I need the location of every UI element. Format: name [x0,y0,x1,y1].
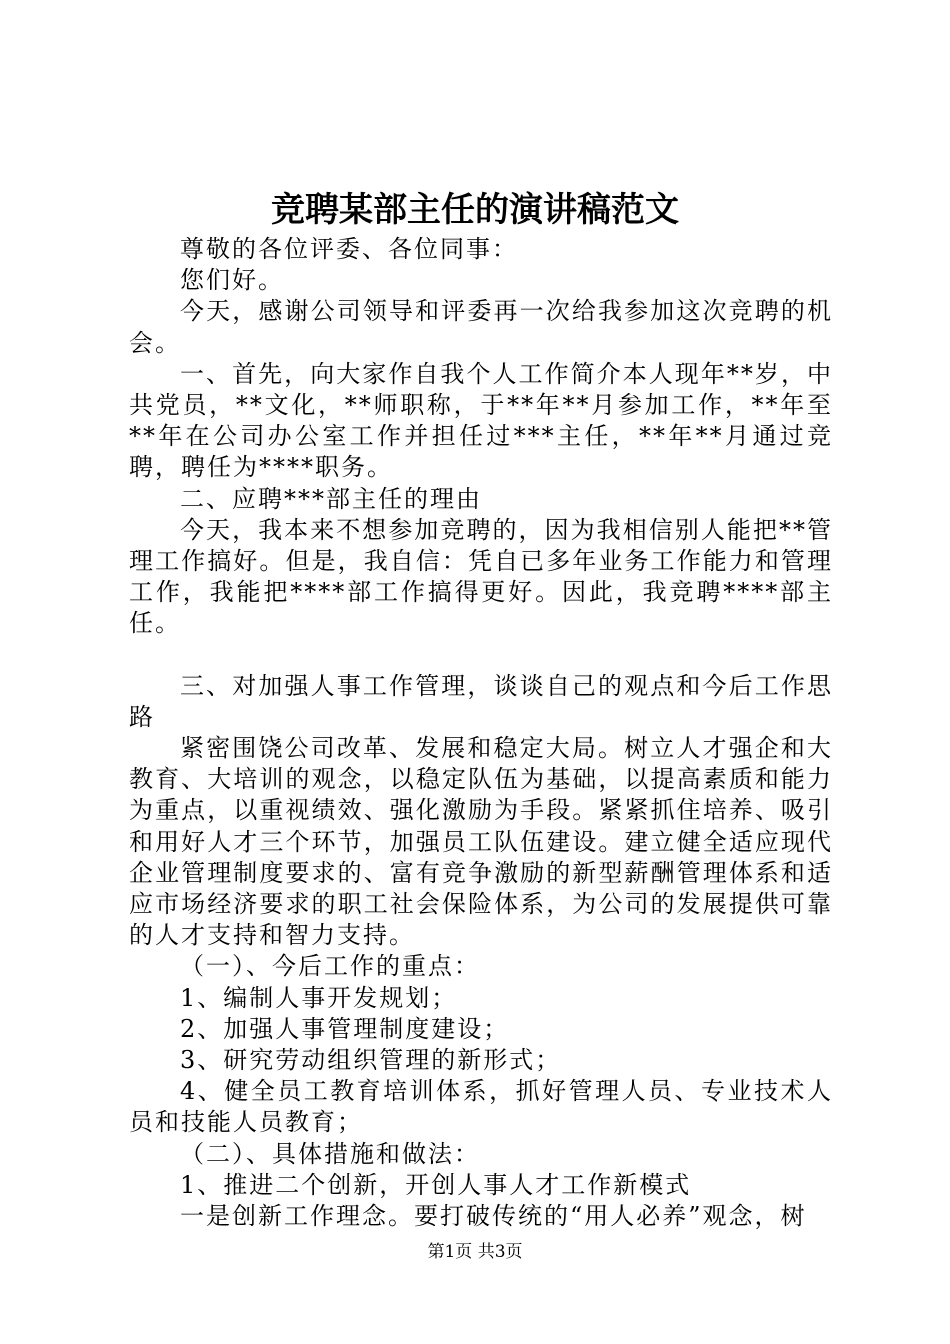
list-item-2: 2、加强人事管理制度建设； [180,1014,510,1043]
paragraph-views: 紧密围饶公司改革、发展和稳定大局。树立人才强企和大教育、大培训的观念，以稳定队伍为基础，以提高素质和能力为重点，以重视绩效、强化激励为手段。紧紧抓住培养、吸引和用好人才三个环节，加强员工队伍建设。建立健全适应现代企业管理制度要求的、富有竞争激励的新型薪酬管理体系和适应市场经济要求的职工社会保险体系，为公司的发展提供可靠的人才支持和智力支持。 [129,734,833,950]
paragraph-reason: 今天，我本来不想参加竞聘的，因为我相信别人能把**管理工作搞好。但是，我自信：凭自已多年业务工作能力和管理工作，我能把****部工作搞得更好。因此，我竞聘****部主任。 [129,515,833,638]
paragraph-salutation: 尊敬的各位评委、各位同事： [180,235,518,263]
paragraph-reason-heading: 二、应聘***部主任的理由 [180,484,482,513]
list-item-4: 4、健全员工教育培训体系，抓好管理人员、专业技术人员和技能人员教育； [129,1077,833,1137]
paragraph-thanks: 今天，感谢公司领导和评委再一次给我参加这次竞聘的机会。 [129,297,833,357]
paragraph-innovation: 一是创新工作理念。要打破传统的“用人必养”观念，树 [180,1202,807,1231]
measure-item-1: 1、推进二个创新，开创人事人才工作新模式 [180,1170,692,1199]
page-footer: 第1页 共3页 [427,1242,523,1262]
paragraph-greeting: 您们好。 [180,266,284,295]
document-body [129,234,833,1232]
list-item-1: 1、编制人事开发规划； [180,983,458,1012]
document-title: 竞聘某部主任的演讲稿范文 [271,190,679,230]
paragraph-key-points-heading: （一）、今后工作的重点： [180,952,480,981]
paragraph-measures-heading: （二）、具体措施和做法： [180,1139,480,1168]
paragraph-self-intro: 一、首先，向大家作自我个人工作简介本人现年**岁，中共党员，**文化，**师职称，于**年**月参加工作，**年至**年在公司办公室工作并担任过***主任，**年**月通过竞聘，聘任为****职务。 [129,359,833,482]
list-item-3: 3、研究劳动组织管理的新形式； [180,1046,562,1075]
paragraph-views-heading: 三、对加强人事工作管理，谈谈自己的观点和今后工作思路 [129,671,833,731]
